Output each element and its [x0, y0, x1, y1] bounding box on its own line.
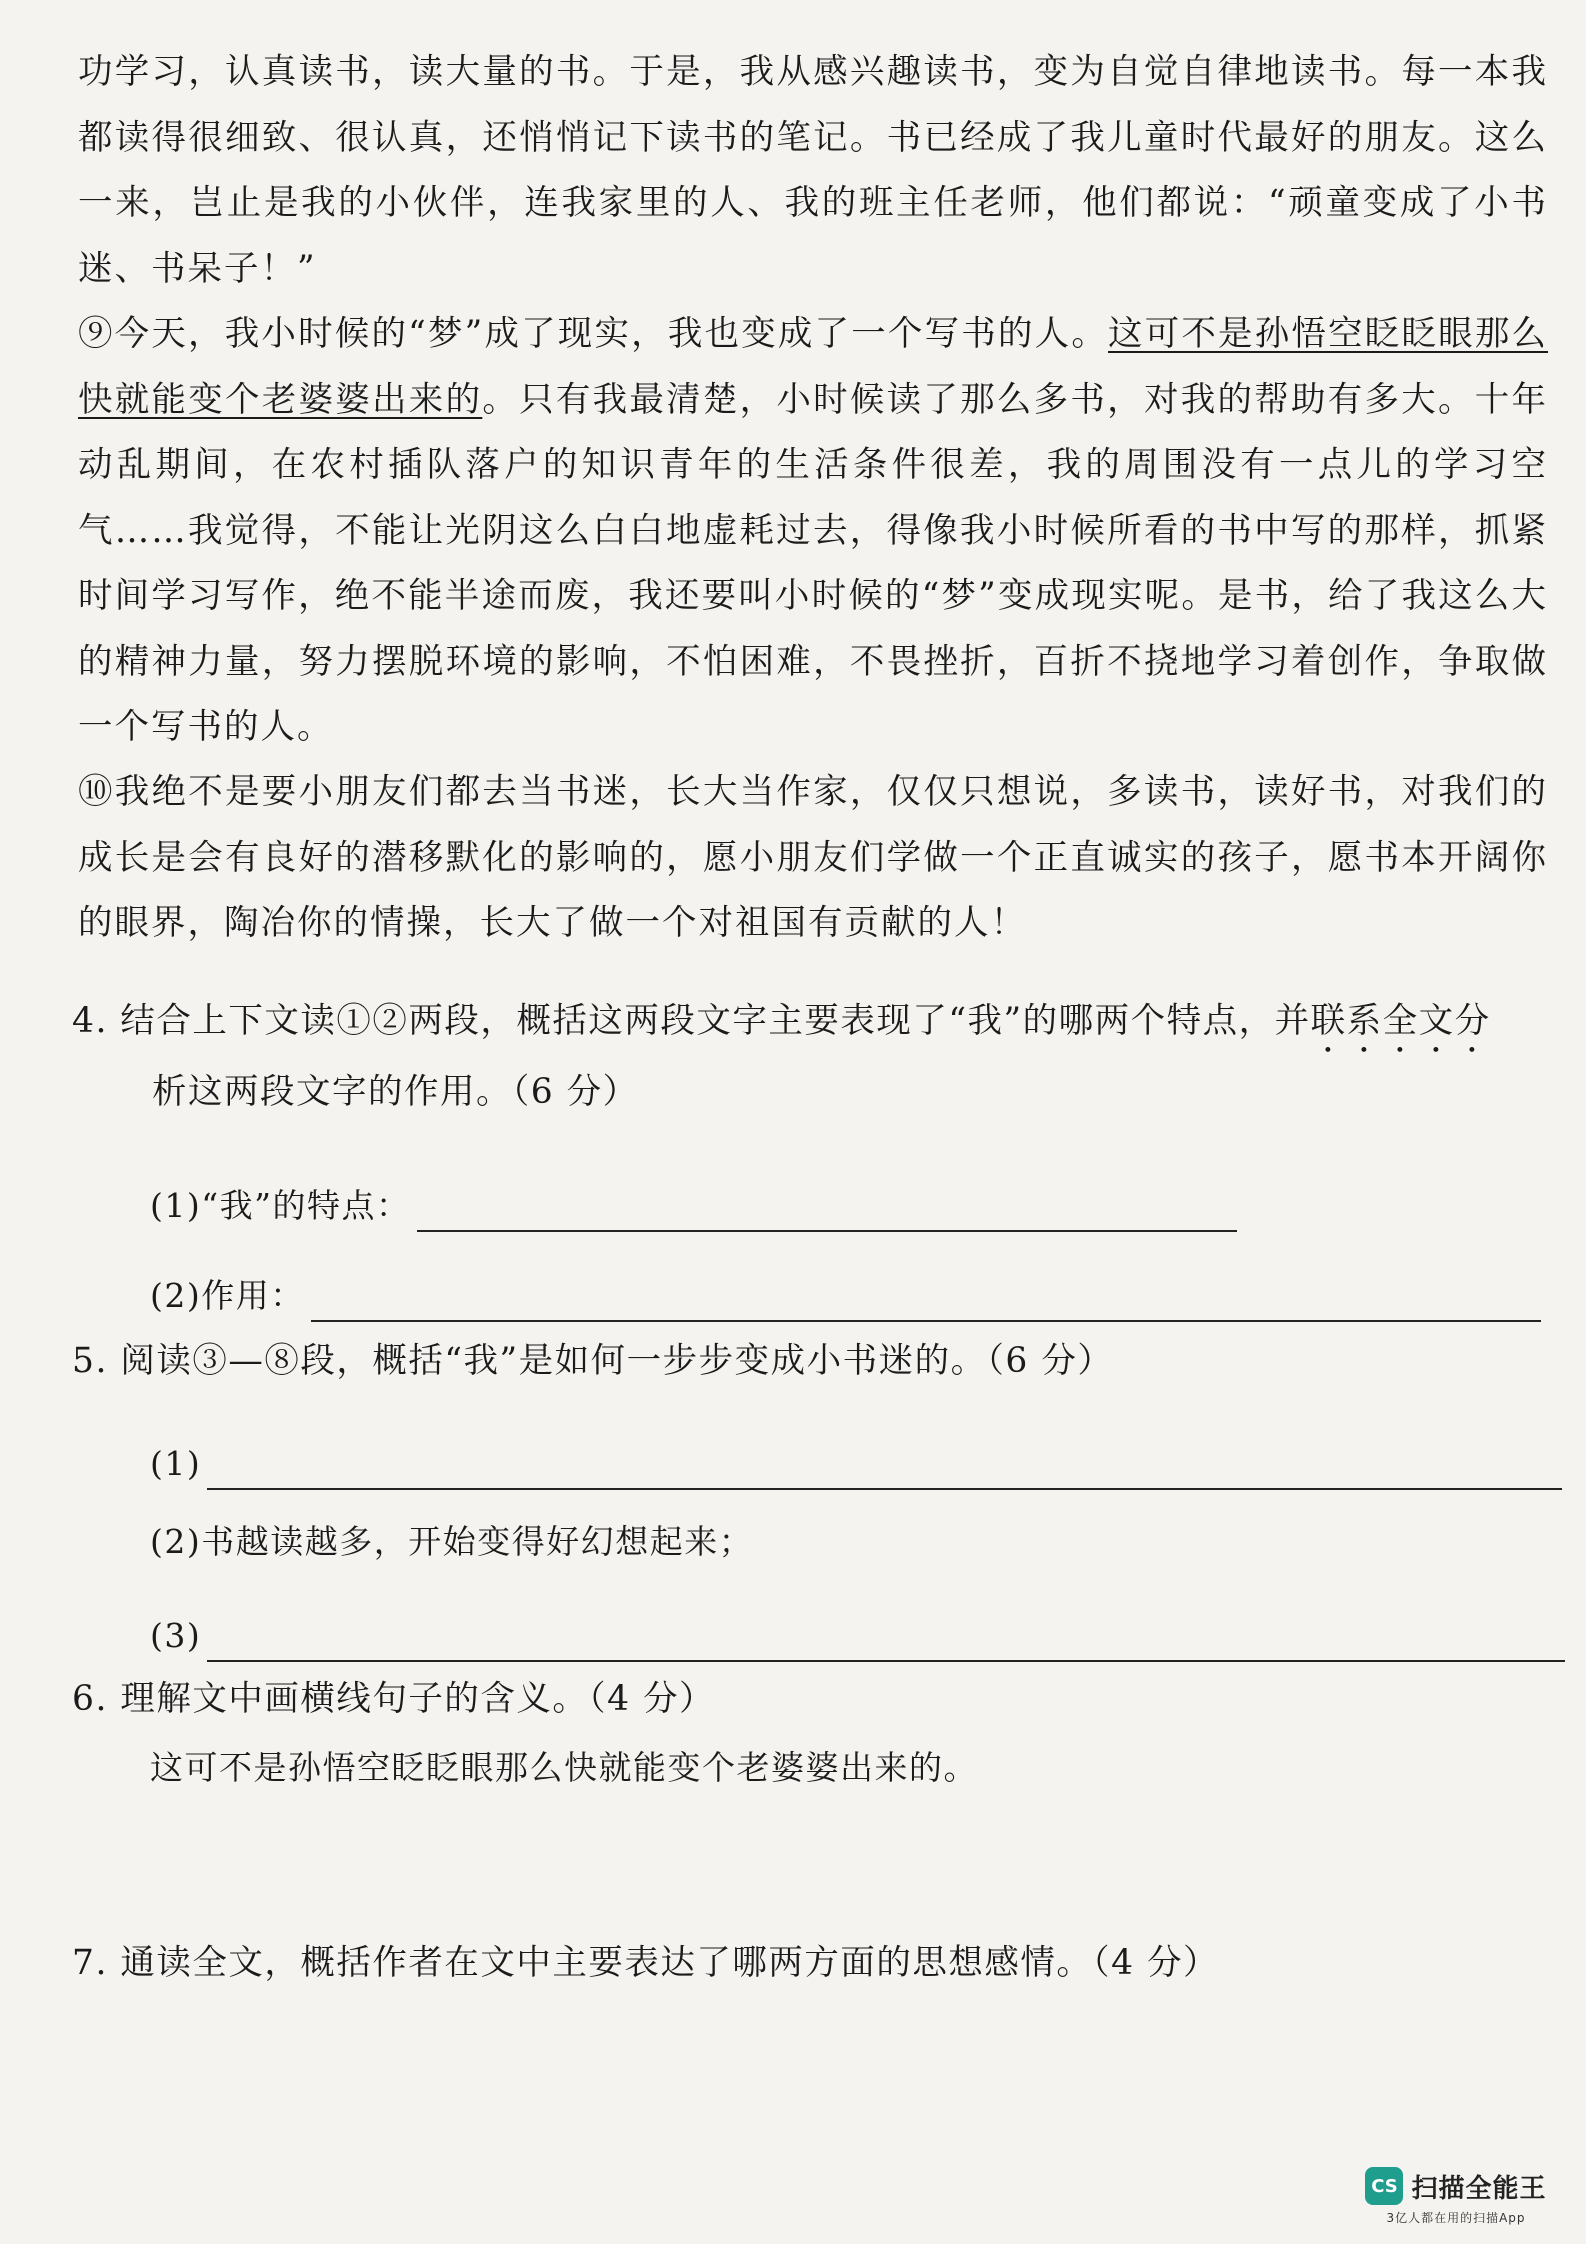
question-5: [72, 1330, 1552, 1392]
paragraph-text: 功学习，认真读书，读大量的书。于是，我从感兴趣读书，变为自觉自律地读书。每一本我都读得很细致、很认真，还悄悄记下读书的笔记。书已经成了我儿童时代最好的朋友。这么一来，岂止是我的小伙伴，连我家里的人、我的班主任老师，他们都说：“顽童变成了小书迷、书呆子！”: [78, 52, 1548, 289]
answer-label: (1): [150, 1444, 202, 1483]
answer-label: (1)“我”的特点：: [150, 1186, 411, 1225]
question-4-emphasis: 联系全文分: [1310, 1001, 1491, 1041]
answer-label: (3): [150, 1616, 202, 1655]
question-4-text: 4. 结合上下文读①②两段，概括这两段文字主要表现了“我”的哪两个特点，并: [72, 1001, 1311, 1041]
scanner-watermark: [1356, 2167, 1556, 2226]
cs-logo-icon: CS: [1365, 2167, 1403, 2205]
question-4-answer-1: [150, 1180, 1237, 1232]
question-5-answer-2: [150, 1516, 753, 1568]
question-5-answer-3: [150, 1610, 1565, 1662]
answer-line[interactable]: [207, 1448, 1562, 1490]
watermark-name: 扫描全能王: [1411, 2173, 1547, 2204]
passage-paragraph-10: [78, 760, 1548, 957]
question-6-text: 6. 理解文中画横线句子的含义。（4 分）: [72, 1679, 716, 1719]
question-4-answer-2: [150, 1270, 1541, 1322]
answer-line[interactable]: [417, 1190, 1237, 1232]
question-5-text: 5. 阅读③—⑧段，概括“我”是如何一步步变成小书迷的。（6 分）: [72, 1341, 1114, 1381]
paragraph-10-text: ⑩我绝不是要小朋友们都去当书迷，长大当作家，仅仅只想说，多读书，读好书，对我们的成长是会有良好的潜移默化的影响的，愿小朋友们学做一个正直诚实的孩子，愿书本开阔你的眼界，陶冶你的情操，长大了做一个对祖国有贡献的人！: [78, 772, 1548, 943]
passage-paragraph-9: [78, 302, 1548, 761]
answer-text: (2)书越读越多，开始变得好幻想起来；: [150, 1522, 754, 1561]
paragraph-9-rest: 。只有我最清楚，小时候读了那么多书，对我的帮助有多大。十年动乱期间，在农村插队落户的知识青年的生活条件很差，我的周围没有一点儿的学习空气……我觉得，不能让光阴这么白白地虚耗过去，得像我小时候所看的书中写的那样，抓紧时间学习写作，绝不能半途而废，我还要叫小时候的“梦”变成现实呢。是书，给了我这么大的精神力量，努力摆脱环境的影响，不怕困难，不畏挫折，百折不挠地学习着创作，争取做一个写书的人。: [78, 379, 1549, 747]
answer-label: (2)作用：: [150, 1276, 305, 1315]
question-4: [72, 990, 1552, 1123]
paragraph-9-start: ⑨今天，我小时候的“梦”成了现实，我也变成了一个写书的人。: [78, 314, 1109, 354]
passage-paragraph-continued: [78, 40, 1548, 302]
watermark-tagline: 3亿人都在用的扫描App: [1386, 2211, 1526, 2225]
question-7: [72, 1932, 1552, 1994]
underlined-sentence: 这可不是孙悟空眨眨眼那么快就能变个老婆婆出来的: [78, 314, 1548, 420]
question-6: [72, 1668, 1552, 1730]
question-4-continued: 析这两段文字的作用。（6 分）: [152, 1072, 639, 1112]
answer-line[interactable]: [207, 1620, 1565, 1662]
question-5-answer-1: [150, 1438, 1562, 1490]
quoted-sentence: 这可不是孙悟空眨眨眼那么快就能变个老婆婆出来的。: [150, 1748, 978, 1787]
question-6-sentence: [150, 1742, 978, 1794]
question-7-text: 7. 通读全文，概括作者在文中主要表达了哪两方面的思想感情。（4 分）: [72, 1943, 1220, 1983]
answer-line[interactable]: [311, 1280, 1541, 1322]
